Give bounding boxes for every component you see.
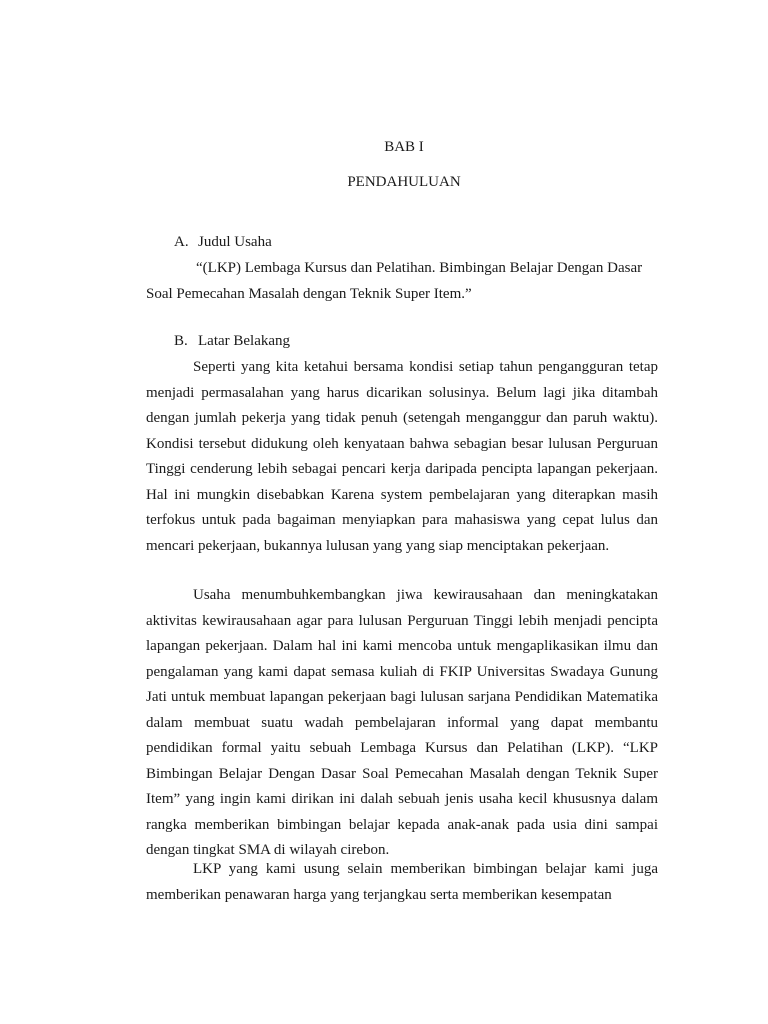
section-marker: B. xyxy=(174,333,188,349)
section-heading-b xyxy=(174,330,290,352)
section-heading-text: Latar Belakang xyxy=(198,333,291,349)
chapter-title: PENDAHULUAN xyxy=(347,174,461,190)
paragraph: “(LKP) Lembaga Kursus dan Pelatihan. Bimbingan Belajar Dengan Dasar Soal Pemecahan Masalah dengan Teknik Super Item.” xyxy=(146,260,643,302)
section-heading-a xyxy=(174,231,272,253)
chapter-number: BAB I xyxy=(384,139,424,155)
section-marker: A. xyxy=(174,234,189,250)
paragraph: Seperti yang kita ketahui bersama kondisi setiap tahun pengangguran tetap menjadi permasalahan yang harus dicarikan solusinya. Belum lagi jika ditambah dengan jumlah pekerja yang tidak penuh (setengah menganggur dan paruh waktu). Kondisi tersebut didukung oleh kenyataan bahwa sebagian besar lulusan Perguruan Tinggi cenderung lebih sebagai pencari kerja daripada pencipta lapangan pekerjaan. Hal ini mungkin disebabkan Karena system pembelajaran yang diterapkan masih terfokus untuk pada bagaiman menyiapkan para mahasiswa yang cepat lulus dan mencari pekerjaan, bukannya lulusan yang yang siap menciptakan pekerjaan. xyxy=(146,359,658,554)
section-heading-text: Judul Usaha xyxy=(198,234,272,250)
paragraph: LKP yang kami usung selain memberikan bimbingan belajar kami juga memberikan penawaran harga yang terjangkau serta memberikan kesempatan xyxy=(146,861,658,903)
paragraph: Usaha menumbuhkembangkan jiwa kewirausahaan dan meningkatakan aktivitas kewirausahaan agar para lulusan Perguruan Tinggi lebih menjadi pencipta lapangan pekerjaan. Dalam hal ini kami mencoba untuk mengaplikasikan ilmu dan pengalaman yang kami dapat semasa kuliah di FKIP Universitas Swadaya Gunung Jati untuk membuat lapangan pekerjaan bagi lulusan sarjana Pendidikan Matematika dalam membuat suatu wadah pembelajaran informal yang dapat membantu pendidikan formal yaitu sebuah Lembaga Kursus dan Pelatihan (LKP). “LKP Bimbingan Belajar Dengan Dasar Soal Pemecahan Masalah dengan Teknik Super Item” yang ingin kami dirikan ini dalah sebuah jenis usaha kecil khususnya dalam rangka memberikan bimbingan belajar kepada anak-anak pada usia dini sampai dengan tingkat SMA di wilayah cirebon. xyxy=(146,587,658,858)
